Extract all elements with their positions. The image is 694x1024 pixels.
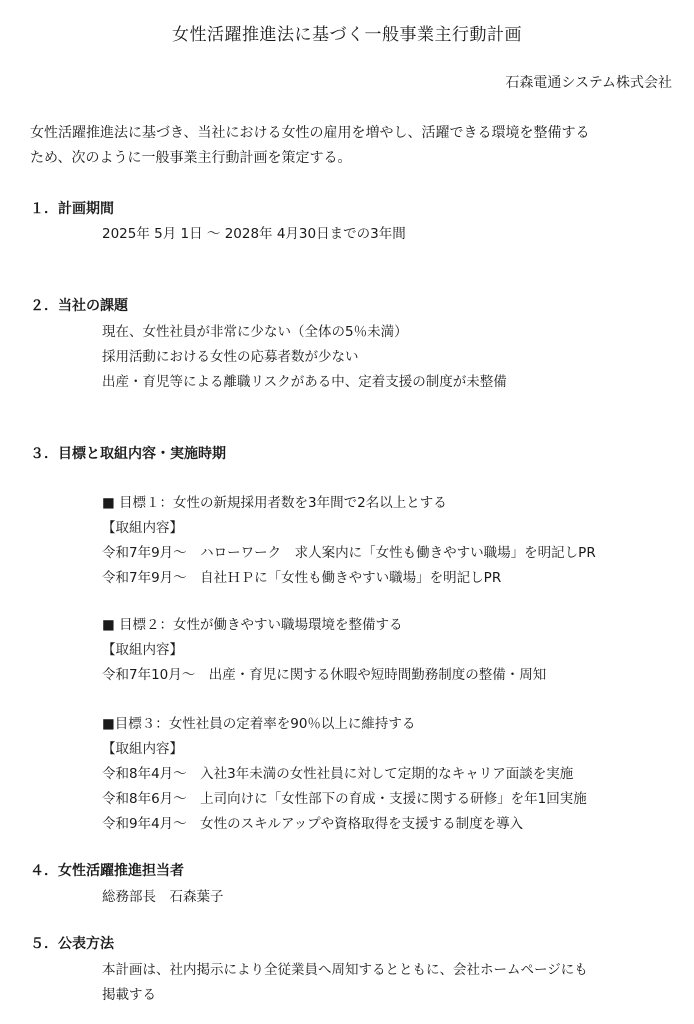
actions-label: 【取組内容】: [102, 520, 183, 536]
company-name: 石森電通システム株式会社: [505, 75, 672, 91]
actions-label: 【取組内容】: [102, 642, 183, 658]
publication-line: 掲載する: [102, 987, 156, 1003]
issue-item: 現在、女性社員が非常に少ない（全体の5％未満）: [102, 324, 408, 340]
goal-title: ■ 目標１：女性の新規採用者数を3年間で2名以上とする: [102, 495, 447, 511]
intro-line: 女性活躍推進法に基づき、当社における女性の雇用を増やし、活躍できる環境を整備する: [30, 125, 590, 141]
section-heading-goals: ３．目標と取組内容・実施時期: [30, 446, 226, 462]
goal-title: ■ 目標２：女性が働きやすい職場環境を整備する: [102, 617, 403, 633]
action-item: 令和9年4月～ 女性のスキルアップや資格取得を支援する制度を導入: [102, 816, 524, 832]
action-item: 令和7年10月～ 出産・育児に関する休暇や短時間勤務制度の整備・周知: [102, 667, 547, 683]
section-heading-publication: ５．公表方法: [30, 936, 114, 952]
section-heading-manager: ４．女性活躍推進担当者: [30, 863, 184, 879]
manager-name: 総務部長 石森葉子: [102, 889, 224, 905]
action-item: 令和8年6月～ 上司向けに「女性部下の育成・支援に関する研修」を年1回実施: [102, 791, 587, 807]
issue-item: 出産・育児等による離職リスクがある中、定着支援の制度が未整備: [102, 374, 507, 390]
goal-title: ■目標３：女性社員の定着率を90％以上に維持する: [102, 716, 416, 732]
section-heading-issues: ２．当社の課題: [30, 298, 128, 314]
document-title: 女性活躍推進法に基づく一般事業主行動計画: [172, 25, 522, 45]
action-item: 令和7年9月～ ハローワーク 求人案内に「女性も働きやすい職場」を明記しPR: [102, 545, 596, 561]
section-heading-period: １．計画期間: [30, 201, 114, 217]
actions-label: 【取組内容】: [102, 741, 183, 757]
action-item: 令和7年9月～ 自社ＨＰに「女性も働きやすい職場」を明記しPR: [102, 570, 502, 586]
publication-line: 本計画は、社内掲示により全従業員へ周知するとともに、会社ホームページにも: [102, 962, 588, 978]
intro-line: ため、次のように一般事業主行動計画を策定する。: [30, 150, 352, 166]
intro-paragraph: [30, 121, 670, 171]
period-text: 2025年 5月 1日 ～ 2028年 4月30日までの3年間: [102, 226, 406, 242]
action-item: 令和8年4月～ 入社3年未満の女性社員に対して定期的なキャリア面談を実施: [102, 766, 574, 782]
issue-item: 採用活動における女性の応募者数が少ない: [102, 349, 359, 365]
